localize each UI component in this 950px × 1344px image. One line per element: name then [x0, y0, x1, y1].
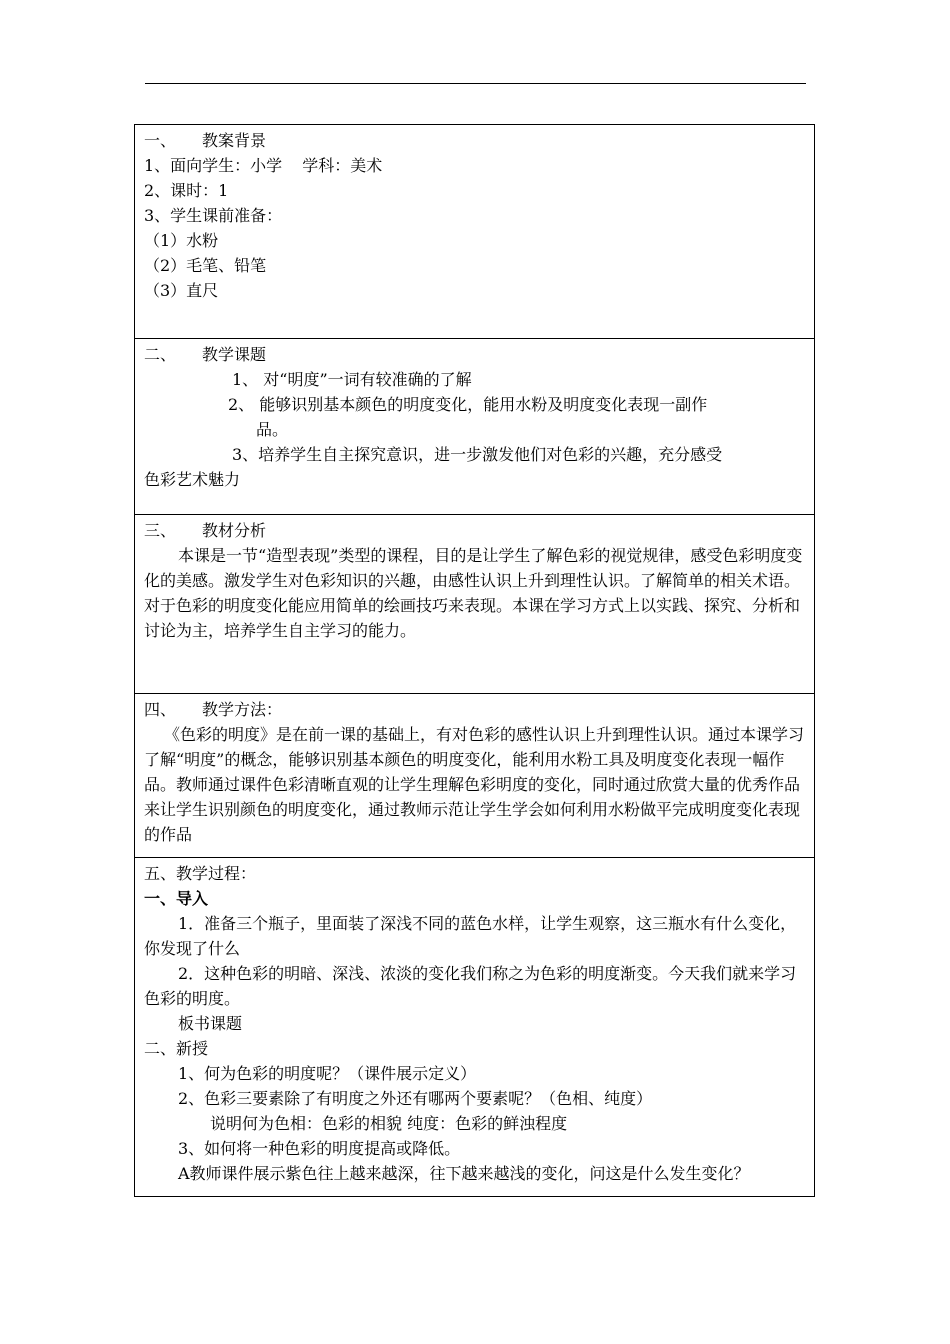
new-step: 1、何为色彩的明度呢？（课件展示定义） [178, 1064, 477, 1083]
section-process-row [135, 858, 815, 1197]
section-heading [144, 128, 806, 153]
section-number: 三、 [144, 521, 177, 540]
section-title: 教学课题 [202, 345, 267, 364]
intro-heading: 一、导入 [144, 889, 209, 908]
new-step: 2、色彩三要素除了有明度之外还有哪两个要素呢？（色相、纯度） [178, 1089, 653, 1108]
section-method [135, 694, 815, 858]
goal-item: 3、培养学生自主探究意识，进一步激发他们对色彩的兴趣，充分感受 [232, 445, 723, 464]
prep-item: （2）毛笔、铅笔 [144, 256, 267, 275]
intro-step: 2．这种色彩的明暗、深浅、浓淡的变化我们称之为色彩的明度渐变。今天我们就来学习色彩的明度。 [144, 964, 797, 1008]
section-number: 二、 [144, 345, 177, 364]
prep-line: 3、学生课前准备： [144, 206, 283, 225]
new-step-note: 说明何为色相：色彩的相貌 纯度：色彩的鲜浊程度 [210, 1114, 568, 1133]
intro-step: 1．准备三个瓶子，里面装了深浅不同的蓝色水样，让学生观察，这三瓶水有什么变化，你发现了什么 [144, 914, 797, 958]
new-step: 3、如何将一种色彩的明度提高或降低。 [178, 1139, 461, 1158]
hours-line: 2、课时：1 [144, 181, 229, 200]
section-analysis-row [135, 515, 815, 694]
section-title: 教案背景 [202, 131, 267, 150]
goal-item-continuation: 品。 [256, 420, 289, 439]
section-method-row [135, 694, 815, 858]
new-step-detail: A教师课件展示紫色往上越来越深，往下越来越浅的变化，问这是什么发生变化？ [178, 1164, 750, 1183]
lesson-plan-table [134, 124, 815, 1197]
section-process [135, 858, 815, 1197]
new-heading: 二、新授 [144, 1039, 209, 1058]
section-title: 教材分析 [202, 521, 267, 540]
section-topic [135, 339, 815, 515]
section-analysis [135, 515, 815, 694]
subject-label: 学科：美术 [302, 156, 383, 175]
goal-item: 2、 能够识别基本颜色的明度变化，能用水粉及明度变化表现一副作 [228, 395, 708, 414]
section-number: 四、 [144, 700, 177, 719]
section-number: 一、 [144, 131, 177, 150]
section-heading: 五、教学过程： [144, 864, 257, 883]
goal-item: 1、 对“明度”一词有较准确的了解 [232, 370, 472, 389]
prep-item: （1）水粉 [144, 231, 219, 250]
section-heading [144, 697, 806, 722]
section-background [135, 125, 815, 339]
audience-label: 1、面向学生：小学 [144, 156, 283, 175]
prep-item: （3）直尺 [144, 281, 219, 300]
method-paragraph: 《色彩的明度》是在前一课的基础上，有对色彩的感性认识上升到理性认识。通过本课学习了解“明度”的概念，能够识别基本颜色的明度变化，能利用水粉工具及明度变化表现一幅作品。教师通过课件色彩清晰直观的让学生理解色彩明度的变化，同时通过欣赏大量的优秀作品来让学生识别颜色的明度变化，通过教师示范让学生学会如何利用水粉做平完成明度变化表现的作品 [144, 725, 805, 844]
goal-item-continuation: 色彩艺术魅力 [144, 470, 241, 489]
page-header-rule [145, 83, 806, 84]
board-title: 板书课题 [178, 1014, 243, 1033]
section-background-row [135, 125, 815, 339]
analysis-paragraph: 本课是一节“造型表现”类型的课程，目的是让学生了解色彩的视觉规律，感受色彩明度变化的美感。激发学生对色彩知识的兴趣，由感性认识上升到理性认识。了解简单的相关术语。对于色彩的明度变化能应用简单的绘画技巧来表现。本课在学习方式上以实践、探究、分析和讨论为主，培养学生自主学习的能力。 [144, 546, 803, 640]
section-title: 教学方法： [202, 700, 283, 719]
section-heading [144, 342, 806, 367]
section-heading [144, 518, 806, 543]
section-topic-row [135, 339, 815, 515]
audience-line [144, 153, 806, 178]
